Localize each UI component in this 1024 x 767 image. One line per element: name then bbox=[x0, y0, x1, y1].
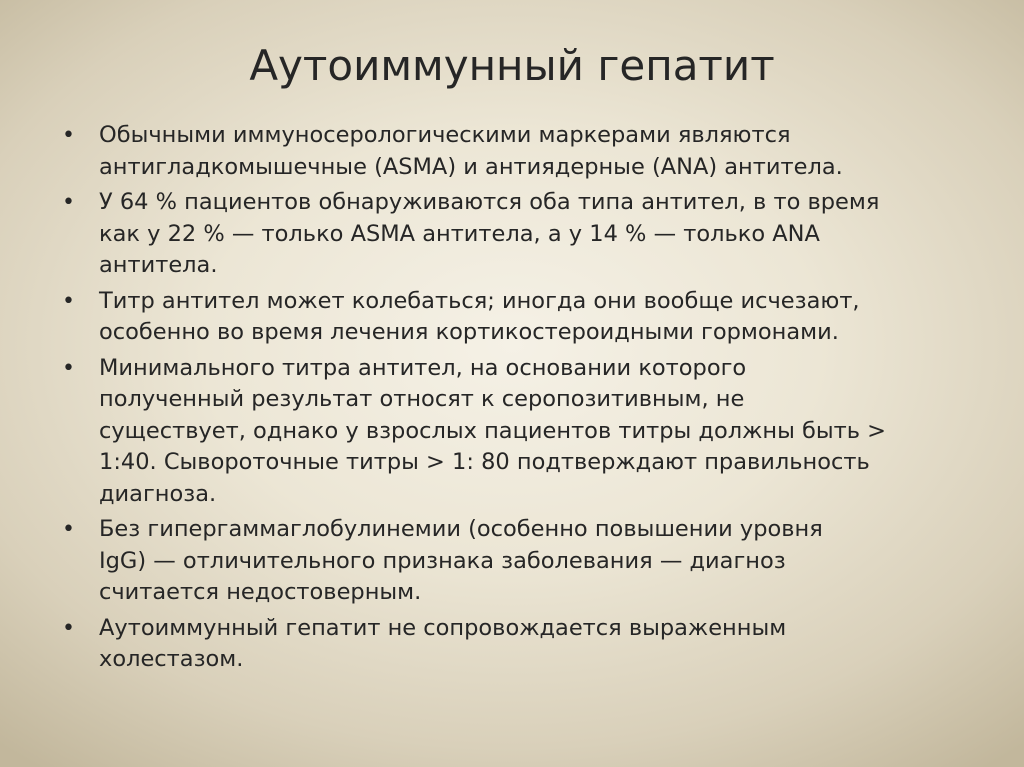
bullet-marker: • bbox=[62, 288, 75, 314]
bullet-item bbox=[62, 514, 992, 609]
bullet-line: Минимального титра антител, на основании которого bbox=[99, 354, 747, 381]
bullet-line: холестазом. bbox=[99, 646, 244, 672]
bullet-line: Титр антител может колебаться; иногда они вообще исчезают, bbox=[99, 287, 860, 314]
bullet-line: У 64 % пациентов обнаруживаются оба типа антител, в то время bbox=[99, 189, 880, 215]
bullet-marker: • bbox=[62, 517, 75, 542]
bullet-marker: • bbox=[62, 355, 75, 381]
bullet-item bbox=[62, 187, 992, 282]
bullet-line: IgG) — отличительного признака заболевания — диагноз bbox=[99, 547, 786, 574]
bullet-item bbox=[62, 120, 992, 183]
bullet-line: антигладкомышечные (ASMA) и антиядерные (ANA) антитела. bbox=[99, 153, 843, 180]
bullet-line: особенно во время лечения кортикостероидными гормонами. bbox=[99, 319, 839, 345]
bullet-line: как у 22 % — только ASMA антитела, а у 14 % — только ANA bbox=[99, 220, 820, 247]
bullet-item bbox=[62, 353, 992, 511]
bullet-line: существует, однако у взрослых пациентов титры должны быть > bbox=[99, 417, 887, 444]
bullet-list bbox=[62, 120, 992, 680]
bullet-item bbox=[62, 286, 992, 349]
bullet-line: диагноза. bbox=[99, 480, 217, 507]
bullet-marker: • bbox=[62, 190, 75, 215]
bullet-line: 1:40. Сывороточные титры > 1: 80 подтверждают правильность bbox=[99, 449, 870, 475]
bullet-line: Аутоиммунный гепатит не сопровождается выраженным bbox=[99, 614, 787, 641]
bullet-line: полученный результат относят к серопозитивным, не bbox=[99, 386, 745, 412]
bullet-line: Обычными иммуносерологическими маркерами являются bbox=[99, 122, 791, 148]
bullet-line: Без гипергаммаглобулинемии (особенно повышении уровня bbox=[99, 516, 823, 542]
bullet-marker: • bbox=[62, 123, 75, 148]
bullet-line: считается недостоверным. bbox=[99, 579, 422, 605]
bullet-item bbox=[62, 613, 992, 676]
bullet-line: антитела. bbox=[99, 252, 218, 278]
slide-title: Аутоиммунный гепатит bbox=[249, 41, 775, 90]
bullet-marker: • bbox=[62, 615, 75, 641]
